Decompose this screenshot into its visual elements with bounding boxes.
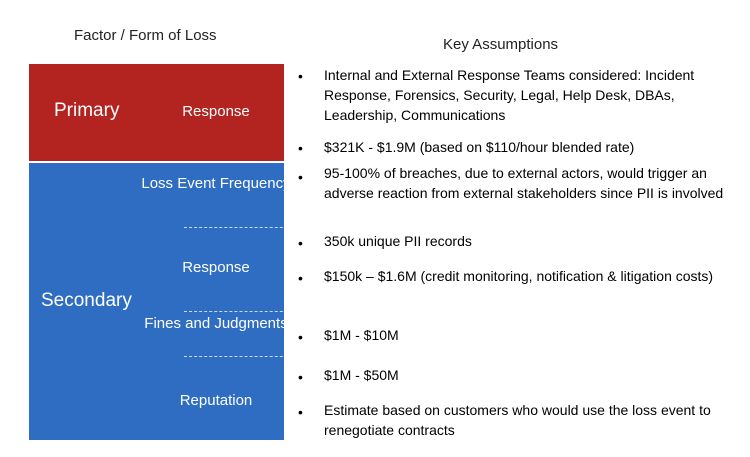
bullet-marker: • (298, 169, 303, 185)
primary-response-label: Response (182, 103, 250, 120)
response-bullet-1: 350k unique PII records (324, 233, 472, 249)
primary-bullet-1: Internal and External Response Teams considered: Incident Response, Forensics, Security, Legal, Help Desk, DBAs, Leadership, Communications (324, 67, 695, 123)
secondary-reputation-label: Reputation (179, 392, 253, 409)
bullet-marker: • (298, 404, 303, 420)
secondary-loss-event-frequency-label: Loss Event Frequency (141, 175, 291, 192)
factor-header: Factor / Form of Loss (74, 27, 217, 44)
bullet-marker: • (298, 329, 303, 345)
primary-block (29, 64, 284, 161)
left-row-divider (184, 356, 308, 357)
left-row-divider (184, 311, 308, 312)
lef-bullet-1: 95-100% of breaches, due to external actors, would trigger an adverse reaction from external stakeholders since PII is involved (324, 165, 724, 201)
reputation-bullet-1: $1M - $50M (324, 367, 399, 383)
reputation-bullet-2: Estimate based on customers who would use the loss event to renegotiate contracts (324, 402, 711, 438)
secondary-fines-label: Fines and Judgments (144, 315, 288, 332)
bullet-marker: • (298, 140, 303, 156)
bullet-marker: • (298, 270, 303, 286)
bullet-marker: • (298, 235, 303, 251)
secondary-response-label: Response (182, 259, 250, 276)
bullet-marker: • (298, 369, 303, 385)
bullet-marker: • (298, 68, 303, 84)
left-row-divider (184, 227, 308, 228)
response-bullet-2: $150k – $1.6M (credit monitoring, notification & litigation costs) (324, 268, 714, 284)
fines-bullet-1: $1M - $10M (324, 327, 399, 343)
secondary-label: Secondary (41, 290, 132, 311)
assumptions-header: Key Assumptions (443, 36, 559, 53)
primary-label: Primary (54, 100, 120, 121)
secondary-block (29, 163, 291, 440)
primary-bullet-2: $321K - $1.9M (based on $110/hour blended rate) (324, 139, 635, 155)
